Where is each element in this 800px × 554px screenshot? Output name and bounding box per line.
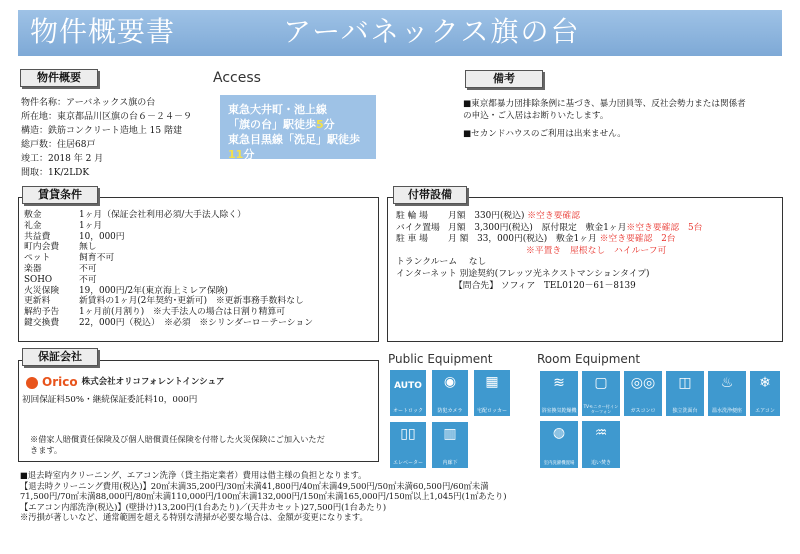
overview-line: 間取：1K/2LDK: [21, 168, 90, 178]
access-box: [220, 95, 376, 159]
lease-row: 共益費 10，000円: [24, 231, 125, 242]
overview-lines: [21, 96, 192, 180]
parking-note: ※平置き 屋根なし ハイルーフ可: [526, 245, 667, 256]
facility-contact: 【問合先】 ソフィア TEL0120－61－8139: [454, 280, 636, 291]
lease-row: 町内会費 無し: [24, 242, 97, 253]
facilities-rows: [396, 211, 702, 292]
remarks-label: 備考: [465, 70, 543, 88]
public-equipment-title: Public Equipment: [388, 352, 493, 366]
lease-row: SOHO 不可: [24, 274, 97, 285]
tv-intercom-icon: ▢ TVモニター付インターフォン: [582, 371, 620, 416]
cleaning-notes: [20, 470, 507, 523]
lease-row: 火災保険 19，000円/2年(東京海上ミレア保険): [24, 285, 228, 296]
orico-logo: Orico 株式会社オリコフォレントインシュア: [26, 375, 224, 390]
cleaning-note: 【エアコン内部洗浄(税込)】(壁掛け)13,200円(1台あたり)／(天井カセット)27,500円(1台あたり): [20, 501, 387, 512]
guarantor-note: ※借家人賠償責任保険及び個人賠償責任保険を付帯した火災保険にご加入いただ きます。: [30, 434, 325, 455]
lease-row: 解約予告 1ヶ月前(月割り) ※大手法人の場合は日割り精算可: [24, 307, 285, 318]
access-label: Access: [213, 70, 261, 86]
reheating-bath-icon: ♒ 追い焚き: [582, 421, 620, 468]
property-name-title: アーバネックス旗の台: [283, 15, 581, 48]
washlet-icon: ♨ 温水洗浄便座: [708, 371, 746, 416]
overview-label: 物件概要: [20, 69, 98, 87]
facility-internet: インターネット 別途契約(フレッツ光ネクストマンションタイプ): [396, 268, 650, 279]
overview-line: 竣工：2018 年 2 月: [21, 154, 104, 164]
cleaning-note: 71,500円/70㎡未満88,000円/80㎡未満110,000円/100㎡未満132,000円/150㎡未満165,000円/150㎡以上1,045円(1㎡あたり): [20, 491, 507, 502]
cleaning-note: 【退去時クリーニング費用(税込)】20㎡未満35,200円/30㎡未満41,800円/40㎡未満49,500円/50㎡未満60,500円/60㎡未満: [20, 480, 489, 491]
delivery-locker-icon: ▦ 宅配ロッカー: [474, 370, 510, 416]
lease-row: ペット 飼育不可: [24, 253, 115, 264]
guarantor-label: 保証会社: [22, 348, 98, 366]
remarks-line: ■セカンドハウスのご利用は出来ません。: [463, 129, 626, 139]
remarks-line: の申込・ご入居はお断りいたします。: [463, 111, 609, 121]
gas-stove-icon: ◎◎ ガスコンロ: [624, 371, 662, 416]
lease-row: 敷金 1ヶ月（保証会社利用必須/大手法人除く）: [24, 210, 246, 220]
facility-motorbike: バイク置場 月額 3,300円(税込) 原付限定 敷金1ヶ月 ※空き要確認 5台: [396, 222, 703, 233]
bath-dryer-icon: ≋ 浴室換気乾燥機: [540, 371, 578, 416]
overview-line: 構造：鉄筋コンクリート造地上 15 階建: [21, 126, 182, 136]
facilities-label: 付帯設備: [393, 186, 467, 204]
remarks-text: [463, 98, 746, 140]
orico-logo-mark: [26, 377, 38, 389]
lease-row: 楽器 不可: [24, 263, 97, 274]
lease-row: 鍵交換費 22，000円（税込） ※必須 ※シリンダーロ－テーション: [24, 317, 314, 328]
facility-trunk-room: トランクルーム なし: [396, 257, 487, 268]
cleaning-note: ■退去時室内クリーニング、エアコン洗浄（貸主指定業者）費用は借主様の負担となります。: [20, 470, 367, 480]
inner-corridor-icon: ▥ 内廊下: [432, 422, 468, 468]
room-equipment-title: Room Equipment: [537, 352, 641, 366]
washing-machine-icon: ◍ 室内洗濯機置場: [540, 421, 578, 468]
auto-lock-icon: AUTO オートロック: [390, 370, 426, 416]
remarks-line: ■東京都暴力団排除条例に基づき、暴力団員等、反社会勢力または関係者: [463, 99, 746, 109]
lease-row: 礼金 1ヶ月: [24, 220, 103, 231]
access-line-3: 東急目黒線「洗足」駅徒歩11分: [228, 133, 360, 161]
facility-parking: 駐 車 場 月 額 33，000円(税込) 敷金1ヶ月 ※空き要確認 2台: [396, 234, 676, 245]
elevator-icon: ▯▯ エレベーター: [390, 422, 426, 468]
lease-label: 賃貸条件: [22, 186, 98, 204]
access-line-1: 東急大井町・池上線: [228, 103, 327, 116]
guarantor-fee: 初回保証料50%・継続保証委託料10，000円: [22, 395, 198, 405]
document-title: 物件概要書: [30, 15, 176, 48]
lease-row: 更新料 新賃料の1ヶ月(2年契約･更新可) ※更新事務手数料なし: [24, 296, 304, 307]
cleaning-note: ※汚損が著しいなど、通常範囲を超える特別な清掃が必要な場合は、金額が変更になります。: [20, 512, 368, 523]
security-camera-icon: ◉ 防犯カメラ: [432, 370, 468, 416]
overview-line: 総戸数：住居68戸: [21, 140, 96, 150]
facility-bicycle: 駐 輪 場 月額 330円(税込) ※空き要確認: [396, 211, 581, 221]
access-line-2: 「旗の台」駅徒歩5分: [228, 118, 335, 131]
air-conditioner-icon: ❄ エアコン: [750, 371, 780, 416]
overview-line: 所在地：東京都品川区旗の台６－２４－９: [21, 112, 193, 122]
lease-rows: [24, 210, 313, 329]
vanity-icon: ◫ 独立洗面台: [666, 371, 704, 416]
overview-line: 物件名称：アーバネックス旗の台: [21, 98, 156, 108]
